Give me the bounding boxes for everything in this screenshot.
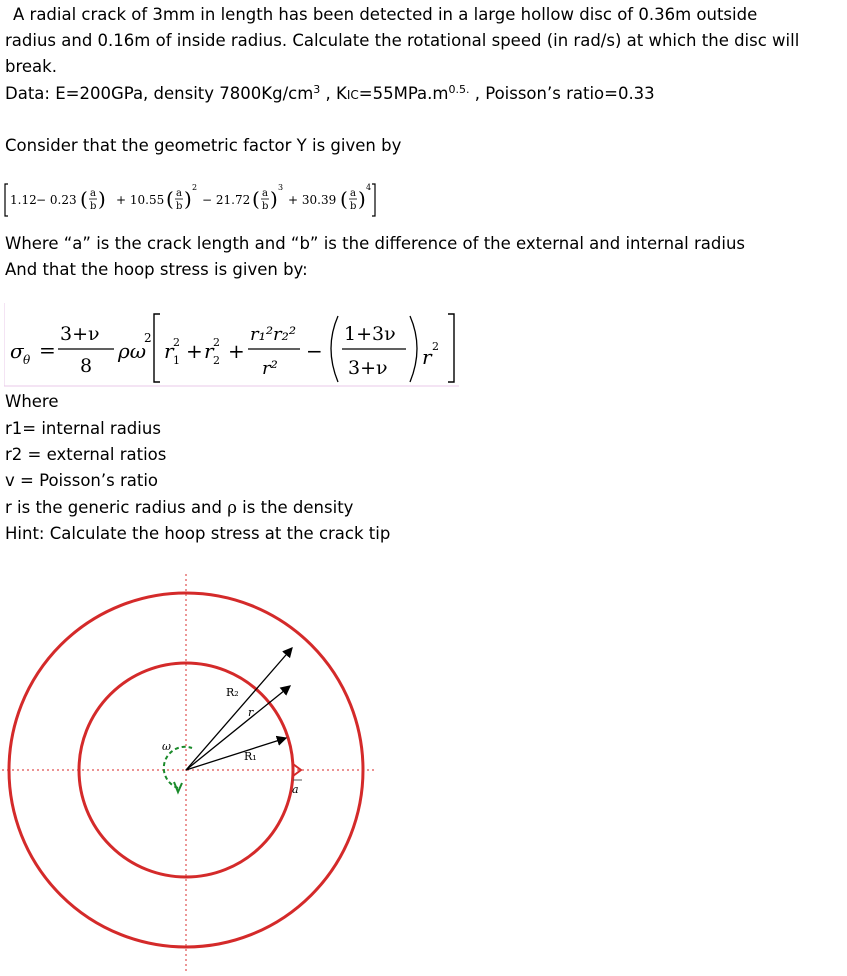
coef-3: − 21.72 xyxy=(202,193,251,207)
frac-a-1: a xyxy=(90,188,96,199)
power-2: 2 xyxy=(192,183,198,192)
svg-text:): ) xyxy=(358,187,366,211)
r2-symbol: r xyxy=(204,339,214,363)
r-square: 2 xyxy=(432,340,439,353)
frac1-den: 8 xyxy=(80,355,93,377)
data-cube: 3 xyxy=(313,83,321,96)
r1-arrow xyxy=(186,738,286,770)
where-r-suffix: is the density xyxy=(236,498,354,517)
label-R2: R₂ xyxy=(226,686,239,699)
svg-text:(: ( xyxy=(252,187,260,211)
r-symbol: r xyxy=(422,345,432,369)
svg-text:(: ( xyxy=(166,187,174,211)
data-mid1: , K xyxy=(320,84,347,103)
r2-subscript: 2 xyxy=(213,354,220,367)
frac-a-4: a xyxy=(350,188,356,199)
data-line xyxy=(5,81,655,108)
data-mid2: =55MPa.m xyxy=(358,84,449,103)
problem-line-1: A radial crack of 3mm in length has been detected in a large hollow disc of 0.36m outside xyxy=(13,5,758,24)
problem-line-2: radius and 0.16m of inside radius. Calculate the rotational speed (in rad/s) at which the disc will xyxy=(5,31,800,50)
r1-square: 2 xyxy=(173,336,180,349)
where-r1: r1= internal radius xyxy=(5,419,161,438)
frac-a-3: a xyxy=(262,188,268,199)
data-suffix: , Poisson’s ratio=0.33 xyxy=(469,84,655,103)
coef-4: + 30.39 xyxy=(288,193,337,207)
problem-line-3: break. xyxy=(5,57,57,76)
frac3-num: 1+3ν xyxy=(344,323,396,345)
svg-text:(: ( xyxy=(80,187,88,211)
frac2-num: r₁²r₂² xyxy=(250,324,297,345)
label-a: a xyxy=(292,783,299,796)
label-omega: ω xyxy=(162,740,171,753)
data-kic: IC xyxy=(346,88,359,102)
data-prefix: Data: E=200GPa, density 7800Kg/cm xyxy=(5,84,314,103)
r1-subscript: 1 xyxy=(173,354,180,367)
frac3-den: 3+ν xyxy=(348,357,388,379)
where-r xyxy=(5,495,353,521)
power-3: 3 xyxy=(278,183,284,192)
frac-b-3: b xyxy=(262,201,269,212)
frac-b-4: b xyxy=(350,201,357,212)
where-v: v = Poisson’s ratio xyxy=(5,471,158,490)
r2-square: 2 xyxy=(213,336,220,349)
hoop-intro: And that the hoop stress is given by: xyxy=(5,260,308,279)
sigma-symbol: σ xyxy=(10,339,24,363)
rho-symbol: ρ xyxy=(227,498,237,517)
plus-1: + xyxy=(186,339,203,363)
minus-sign: − xyxy=(306,339,323,363)
r2-arrow xyxy=(186,648,292,770)
frac-a-2: a xyxy=(176,188,182,199)
where-r-prefix: r is the generic radius and xyxy=(5,498,228,517)
where-r2: r2 = external ratios xyxy=(5,445,167,464)
omega-square: 2 xyxy=(144,331,152,345)
theta-subscript: θ xyxy=(23,353,31,367)
svg-text:): ) xyxy=(270,187,278,211)
svg-text:(: ( xyxy=(340,187,348,211)
data-exp: 0.5. xyxy=(448,83,470,96)
hoop-stress-formula xyxy=(4,302,464,392)
plus-2: + xyxy=(228,339,245,363)
svg-text:): ) xyxy=(98,187,106,211)
coef-2: + 10.55 xyxy=(116,193,165,207)
frac-b-1: b xyxy=(90,201,97,212)
frac-b-2: b xyxy=(176,201,183,212)
frac1-num: 3+ν xyxy=(60,323,100,345)
svg-text:): ) xyxy=(184,187,192,211)
disc-diagram xyxy=(0,570,380,976)
equals-sign: = xyxy=(39,338,56,362)
coef-0: 1.12 xyxy=(10,193,37,207)
hint-line: Hint: Calculate the hoop stress at the crack tip xyxy=(5,524,391,543)
where-heading: Where xyxy=(5,392,59,411)
power-4: 4 xyxy=(366,183,372,192)
geometric-factor-formula xyxy=(4,178,424,222)
frac2-den: r² xyxy=(262,358,278,379)
geometric-intro: Consider that the geometric factor Y is given by xyxy=(5,136,402,155)
r1-symbol: r xyxy=(164,339,174,363)
rho-omega: ρω xyxy=(118,339,147,363)
label-R1: R₁ xyxy=(244,750,257,763)
ab-definition: Where “a” is the crack length and “b” is the difference of the external and internal radius xyxy=(5,234,746,253)
coef-1: − 0.23 xyxy=(36,193,77,207)
label-r: r xyxy=(248,706,254,719)
